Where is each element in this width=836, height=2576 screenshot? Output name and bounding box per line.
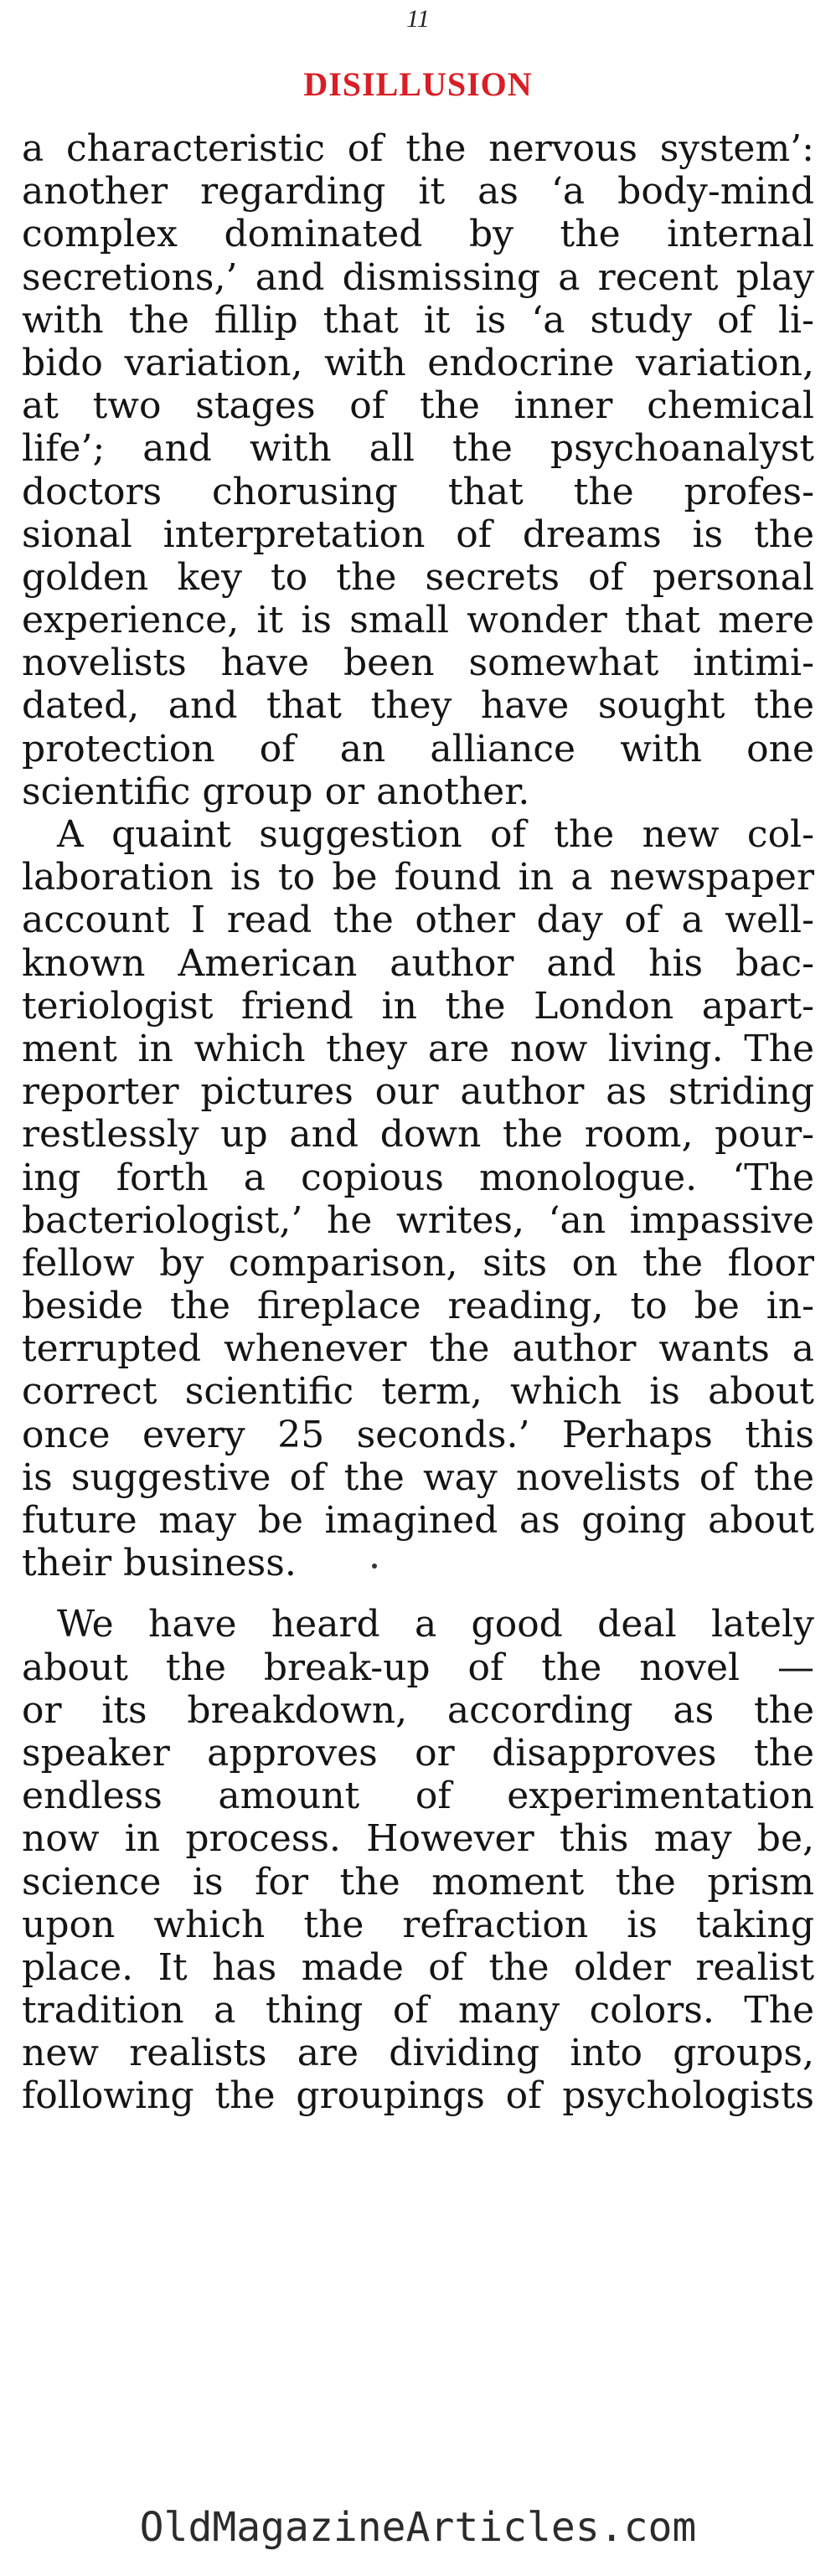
text-line: dated, and that they have sought the [22,684,814,728]
paragraph-3 [22,1603,814,2117]
paragraph-2 [22,813,814,1584]
paragraph-1 [22,127,814,813]
stray-ink-dot [372,1564,377,1569]
text-line: about the break-up of the novel — [22,1646,814,1689]
text-line: upon which the refraction is taking [22,1903,814,1946]
text-line: now in process. However this may be, [22,1817,814,1861]
text-line: place. It has made of the older realist [22,1945,814,1989]
text-line: complex dominated by the internal [22,213,814,256]
page-number: 11 [406,5,430,33]
text-line: golden key to the secrets of personal [22,555,814,599]
text-line: laboration is to be found in a newspaper [22,856,814,899]
text-line: science is for the moment the prism [22,1860,814,1904]
text-line-with-dot [22,1542,814,1584]
text-line: ing forth a copious monologue. ‘The [22,1156,814,1199]
text-line: novelists have been somewhat intimi- [22,641,814,685]
text-line: new realists are dividing into groups, [22,2032,814,2075]
text-line: secretions,’ and dismissing a recent play [22,255,814,299]
article-body [22,127,814,2118]
text-line: bacteriologist,’ he writes, ‘an impassive [22,1198,814,1242]
text-line: life’; and with all the psychoanalyst [22,427,814,471]
text-line: doctors chorusing that the profes- [22,470,814,513]
text-line: beside the fireplace reading, to be in- [22,1285,814,1328]
text-line: terrupted whenever the author wants a [22,1327,814,1371]
text-line: tradition a thing of many colors. The [22,1989,814,2032]
text-line: endless amount of experimentation [22,1775,814,1818]
text-line: or its breakdown, according as the [22,1688,814,1732]
paragraph-gap [22,1584,814,1603]
text-line: restlessly up and down the room, pour- [22,1113,814,1157]
text-line: future may be imagined as going about [22,1499,814,1542]
text-line: correct scientific term, which is about [22,1370,814,1414]
text-line: is suggestive of the way novelists of the [22,1455,814,1499]
text-line: reporter pictures our author as striding [22,1070,814,1114]
text-line: sional interpretation of dreams is the [22,513,814,556]
text-line: ment in which they are now living. The [22,1027,814,1070]
text-line: known American author and his bac- [22,941,814,985]
text-line: at two stages of the inner chemical [22,384,814,428]
text-line: protection of an alliance with one [22,727,814,770]
text-line: teriologist friend in the London apart- [22,984,814,1028]
text-line: their business. [22,1542,297,1585]
text-line: speaker approves or disapproves the [22,1731,814,1775]
text-line: once every 25 seconds.’ Perhaps this [22,1413,814,1456]
text-line: account I read the other day of a well- [22,899,814,942]
text-line: bido variation, with endocrine variation, [22,341,814,384]
text-line: another regarding it as ‘a body-mind [22,170,814,214]
text-line: a characteristic of the nervous system’: [22,127,814,170]
text-line: with the fillip that it is ‘a study of li- [22,298,814,342]
text-line: scientific group or another. [22,770,530,813]
text-line: We have heard a good deal lately [57,1603,814,1646]
text-line: fellow by comparison, sits on the floor [22,1241,814,1285]
site-watermark: OldMagazineArticles.com [139,2504,697,2551]
page-title: DISILLUSION [303,65,533,103]
text-line: experience, it is small wonder that mere [22,599,814,642]
text-line: following the groupings of psychologists [22,2074,814,2118]
text-line: A quaint suggestion of the new col- [57,813,814,856]
